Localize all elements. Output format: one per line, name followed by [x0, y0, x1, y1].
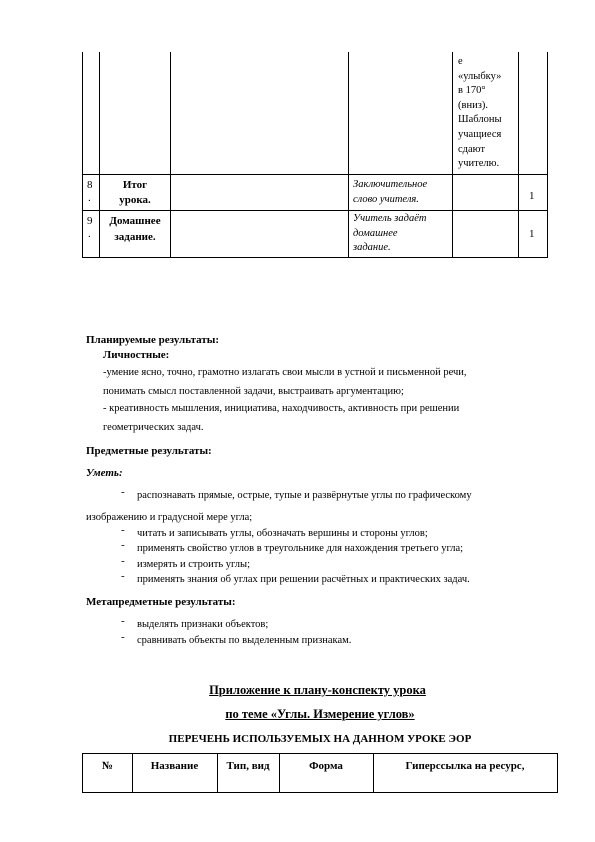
column-header-form: Форма — [309, 760, 343, 772]
personal-heading: Личностные: — [103, 349, 170, 361]
subject-item: применять свойство углов в треугольнике для нахождения третьего угла; — [137, 543, 464, 554]
personal-line: -умение ясно, точно, грамотно излагать свои мысли в устной и письменной речи, — [103, 367, 467, 378]
row-number: 8 — [87, 179, 93, 191]
stage-name: Домашнее — [109, 215, 161, 227]
cell-line: е — [458, 56, 463, 67]
bullet-glyph: - — [121, 539, 125, 551]
appendix-title: Приложение к плану-конспекту урока — [209, 683, 426, 697]
bullet-glyph: - — [121, 524, 125, 536]
teacher-activity: домашнее — [353, 228, 398, 239]
cell-line: сдают — [458, 143, 485, 155]
stage-name: Итог — [122, 179, 148, 191]
table-line — [452, 52, 453, 258]
table-line — [82, 174, 548, 175]
cell-line: учителю. — [458, 158, 500, 170]
time-minutes: 1 — [529, 190, 535, 202]
personal-line: понимать смысл поставленной задачи, выстраивать аргументацию; — [103, 386, 404, 397]
subject-item-continued: изображению и градусной мере угла; — [86, 512, 253, 523]
stage-name: задание. — [114, 231, 156, 243]
cell-line: (вниз). — [458, 99, 488, 111]
bullet-glyph: - — [121, 615, 125, 627]
appendix-topic: по теме «Углы. Измерение углов» — [225, 707, 415, 721]
row-number-dot: . — [88, 192, 91, 204]
table-line — [82, 210, 548, 211]
column-header-number: № — [101, 760, 114, 772]
column-header-type: Тип, вид — [226, 760, 270, 772]
row-number-dot: . — [88, 228, 91, 240]
meta-item: выделять признаки объектов; — [137, 619, 269, 630]
table-line — [82, 257, 548, 258]
column-header-link: Гиперссылка на ресурс, — [405, 760, 525, 772]
resources-table — [82, 753, 558, 793]
cell-line: «улыбку» — [458, 70, 502, 82]
subject-item: измерять и строить углы; — [137, 559, 250, 570]
personal-line: - креативность мышления, инициатива, находчивость, активность при решении — [103, 403, 460, 414]
teacher-activity: Заключительное — [353, 179, 428, 190]
table-line — [170, 52, 171, 258]
cell-line: учащиеся — [458, 128, 502, 140]
meta-item: сравнивать объекты по выделенным признакам. — [137, 635, 352, 646]
bullet-glyph: - — [121, 570, 125, 582]
column-header-name: Название — [150, 760, 199, 772]
bullet-glyph: - — [121, 555, 125, 567]
resources-list-title: ПЕРЕЧЕНЬ ИСПОЛЬЗУЕМЫХ НА ДАННОМ УРОКЕ ЭОР — [168, 733, 472, 745]
subject-item: применять знания об углах при решении расчётных и практических задач. — [137, 574, 470, 585]
table-line — [518, 52, 519, 258]
table-line — [547, 52, 548, 258]
row-number: 9 — [87, 215, 93, 227]
table-line — [82, 52, 83, 258]
time-minutes: 1 — [529, 228, 535, 240]
able-label: Уметь: — [86, 467, 123, 479]
teacher-activity: Учитель задаёт — [353, 213, 427, 224]
table-cell-continued — [458, 55, 502, 172]
subject-item: читать и записывать углы, обозначать вершины и стороны углов; — [137, 528, 428, 539]
personal-line: геометрических задач. — [103, 422, 204, 433]
cell-line: Шаблоны — [458, 114, 502, 126]
teacher-activity: задание. — [353, 242, 391, 253]
cell-line: в 170° — [458, 85, 486, 97]
bullet-glyph: - — [121, 486, 125, 498]
planned-heading: Планируемые результаты: — [86, 334, 220, 346]
subject-heading: Предметные результаты: — [86, 445, 212, 457]
table-line — [348, 52, 349, 258]
stage-name: урока. — [119, 194, 151, 206]
meta-heading: Метапредметные результаты: — [86, 596, 236, 608]
subject-item: распознавать прямые, острые, тупые и развёрнутые углы по графическому — [137, 490, 472, 501]
bullet-glyph: - — [121, 631, 125, 643]
teacher-activity: слово учителя. — [353, 194, 419, 205]
